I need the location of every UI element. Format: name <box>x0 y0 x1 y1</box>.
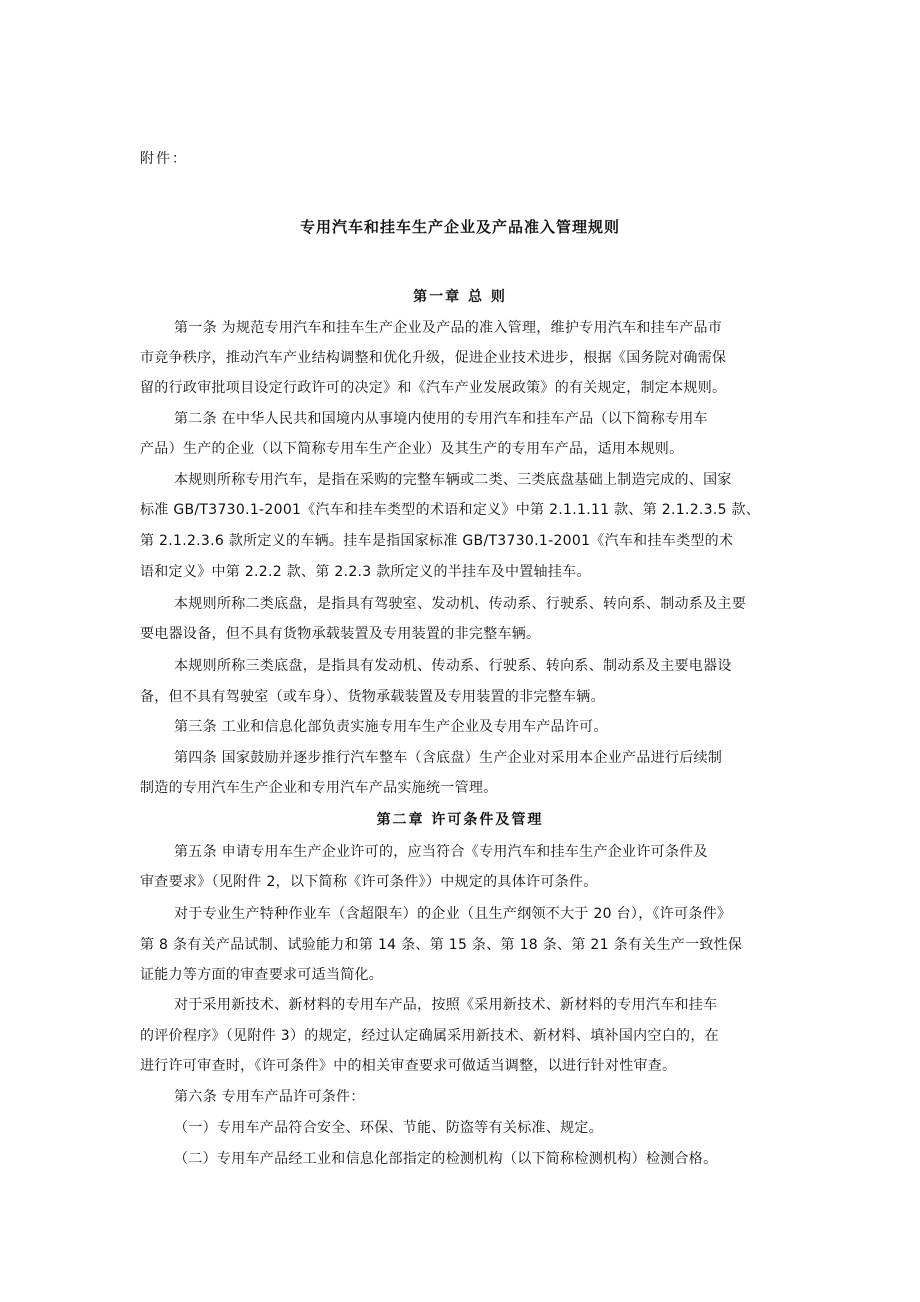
paragraph-line: 第一条 为规范专用汽车和挂车生产企业及产品的准入管理，维护专用汽车和挂车产品市 <box>174 320 723 336</box>
paragraph-line: （二）专用车产品经工业和信息化部指定的检测机构（以下简称检测机构）检测合格。 <box>174 1151 718 1167</box>
paragraph-line: 标准 GB/T3730.1-2001《汽车和挂车类型的术语和定义》中第 2.1.1.11 款、第 2.1.2.3.5 款、 <box>140 502 761 518</box>
chapter-heading-2: 第二章 许可条件及管理 <box>376 812 544 828</box>
paragraph-line: 的评价程序》（见附件 3）的规定，经过认定确属采用新技术、新材料、填补国内空白的，在 <box>140 1028 719 1044</box>
paragraph-line: 进行许可审查时，《许可条件》中的相关审查要求可做适当调整，以进行针对性审查。 <box>140 1058 677 1074</box>
paragraph-line: 第六条 专用车产品许可条件： <box>174 1089 365 1105</box>
paragraph-line: （一）专用车产品符合安全、环保、节能、防盗等有关标准、规定。 <box>174 1120 603 1136</box>
chapter-heading-1: 第一章 总 则 <box>413 289 507 305</box>
paragraph-line: 本规则所称专用汽车，是指在采购的完整车辆或二类、三类底盘基础上制造完成的、国家 <box>174 472 732 488</box>
paragraph-line: 市竞争秩序，推动汽车产业结构调整和优化升级，促进企业技术进步，根据《国务院对确需保 <box>140 350 727 366</box>
paragraph-line: 第五条 申请专用车生产企业许可的，应当符合《专用汽车和挂车生产企业许可条件及 <box>174 844 708 860</box>
paragraph-line: 备，但不具有驾驶室（或车身）、货物承载装置及专用装置的非完整车辆。 <box>140 689 605 705</box>
paragraph-line: 本规则所称二类底盘，是指具有驾驶室、发动机、传动系、行驶系、转向系、制动系及主要 <box>174 596 746 612</box>
paragraph-line: 留的行政审批项目设定行政许可的决定》和《汽车产业发展政策》的有关规定，制定本规则。 <box>140 380 727 396</box>
paragraph-line: 语和定义》中第 2.2.2 款、第 2.2.3 款所定义的半挂车及中置轴挂车。 <box>140 564 591 580</box>
paragraph-line: 第四条 国家鼓励并逐步推行汽车整车（含底盘）生产企业对采用本企业产品进行后续制 <box>174 750 723 766</box>
paragraph-line: 审查要求》（见附件 2，以下简称《许可条件》）中规定的具体许可条件。 <box>140 874 598 890</box>
paragraph-line: 证能力等方面的审查要求可适当简化。 <box>140 967 384 983</box>
paragraph-line: 对于专业生产特种作业车（含超限车）的企业（且生产纲领不大于 20 台），《许可条件》 <box>174 906 732 922</box>
document-title: 专用汽车和挂车生产企业及产品准入管理规则 <box>299 218 620 236</box>
paragraph-line: 产品）生产的企业（以下简称专用车生产企业）及其生产的专用车产品，适用本规则。 <box>140 441 684 457</box>
paragraph-line: 第 8 条有关产品试制、试验能力和第 14 条、第 15 条、第 18 条、第 21 条有关生产一致性保 <box>140 937 743 953</box>
paragraph-line: 第 2.1.2.3.6 款所定义的车辆。挂车是指国家标准 GB/T3730.1-2001《汽车和挂车类型的术 <box>140 533 734 549</box>
paragraph-line: 制造的专用汽车生产企业和专用汽车产品实施统一管理。 <box>140 780 498 796</box>
paragraph-line: 要电器设备，但不具有货物承载装置及专用装置的非完整车辆。 <box>140 626 541 642</box>
paragraph-line: 对于采用新技术、新材料的专用车产品，按照《采用新技术、新材料的专用汽车和挂车 <box>174 997 718 1013</box>
attachment-label: 附件： <box>140 151 188 167</box>
paragraph-line: 第二条 在中华人民共和国境内从事境内使用的专用汽车和挂车产品（以下简称专用车 <box>174 411 708 427</box>
paragraph-line: 本规则所称三类底盘，是指具有发动机、传动系、行驶系、转向系、制动系及主要电器设 <box>174 658 732 674</box>
paragraph-line: 第三条 工业和信息化部负责实施专用车生产企业及专用车产品许可。 <box>174 719 608 735</box>
